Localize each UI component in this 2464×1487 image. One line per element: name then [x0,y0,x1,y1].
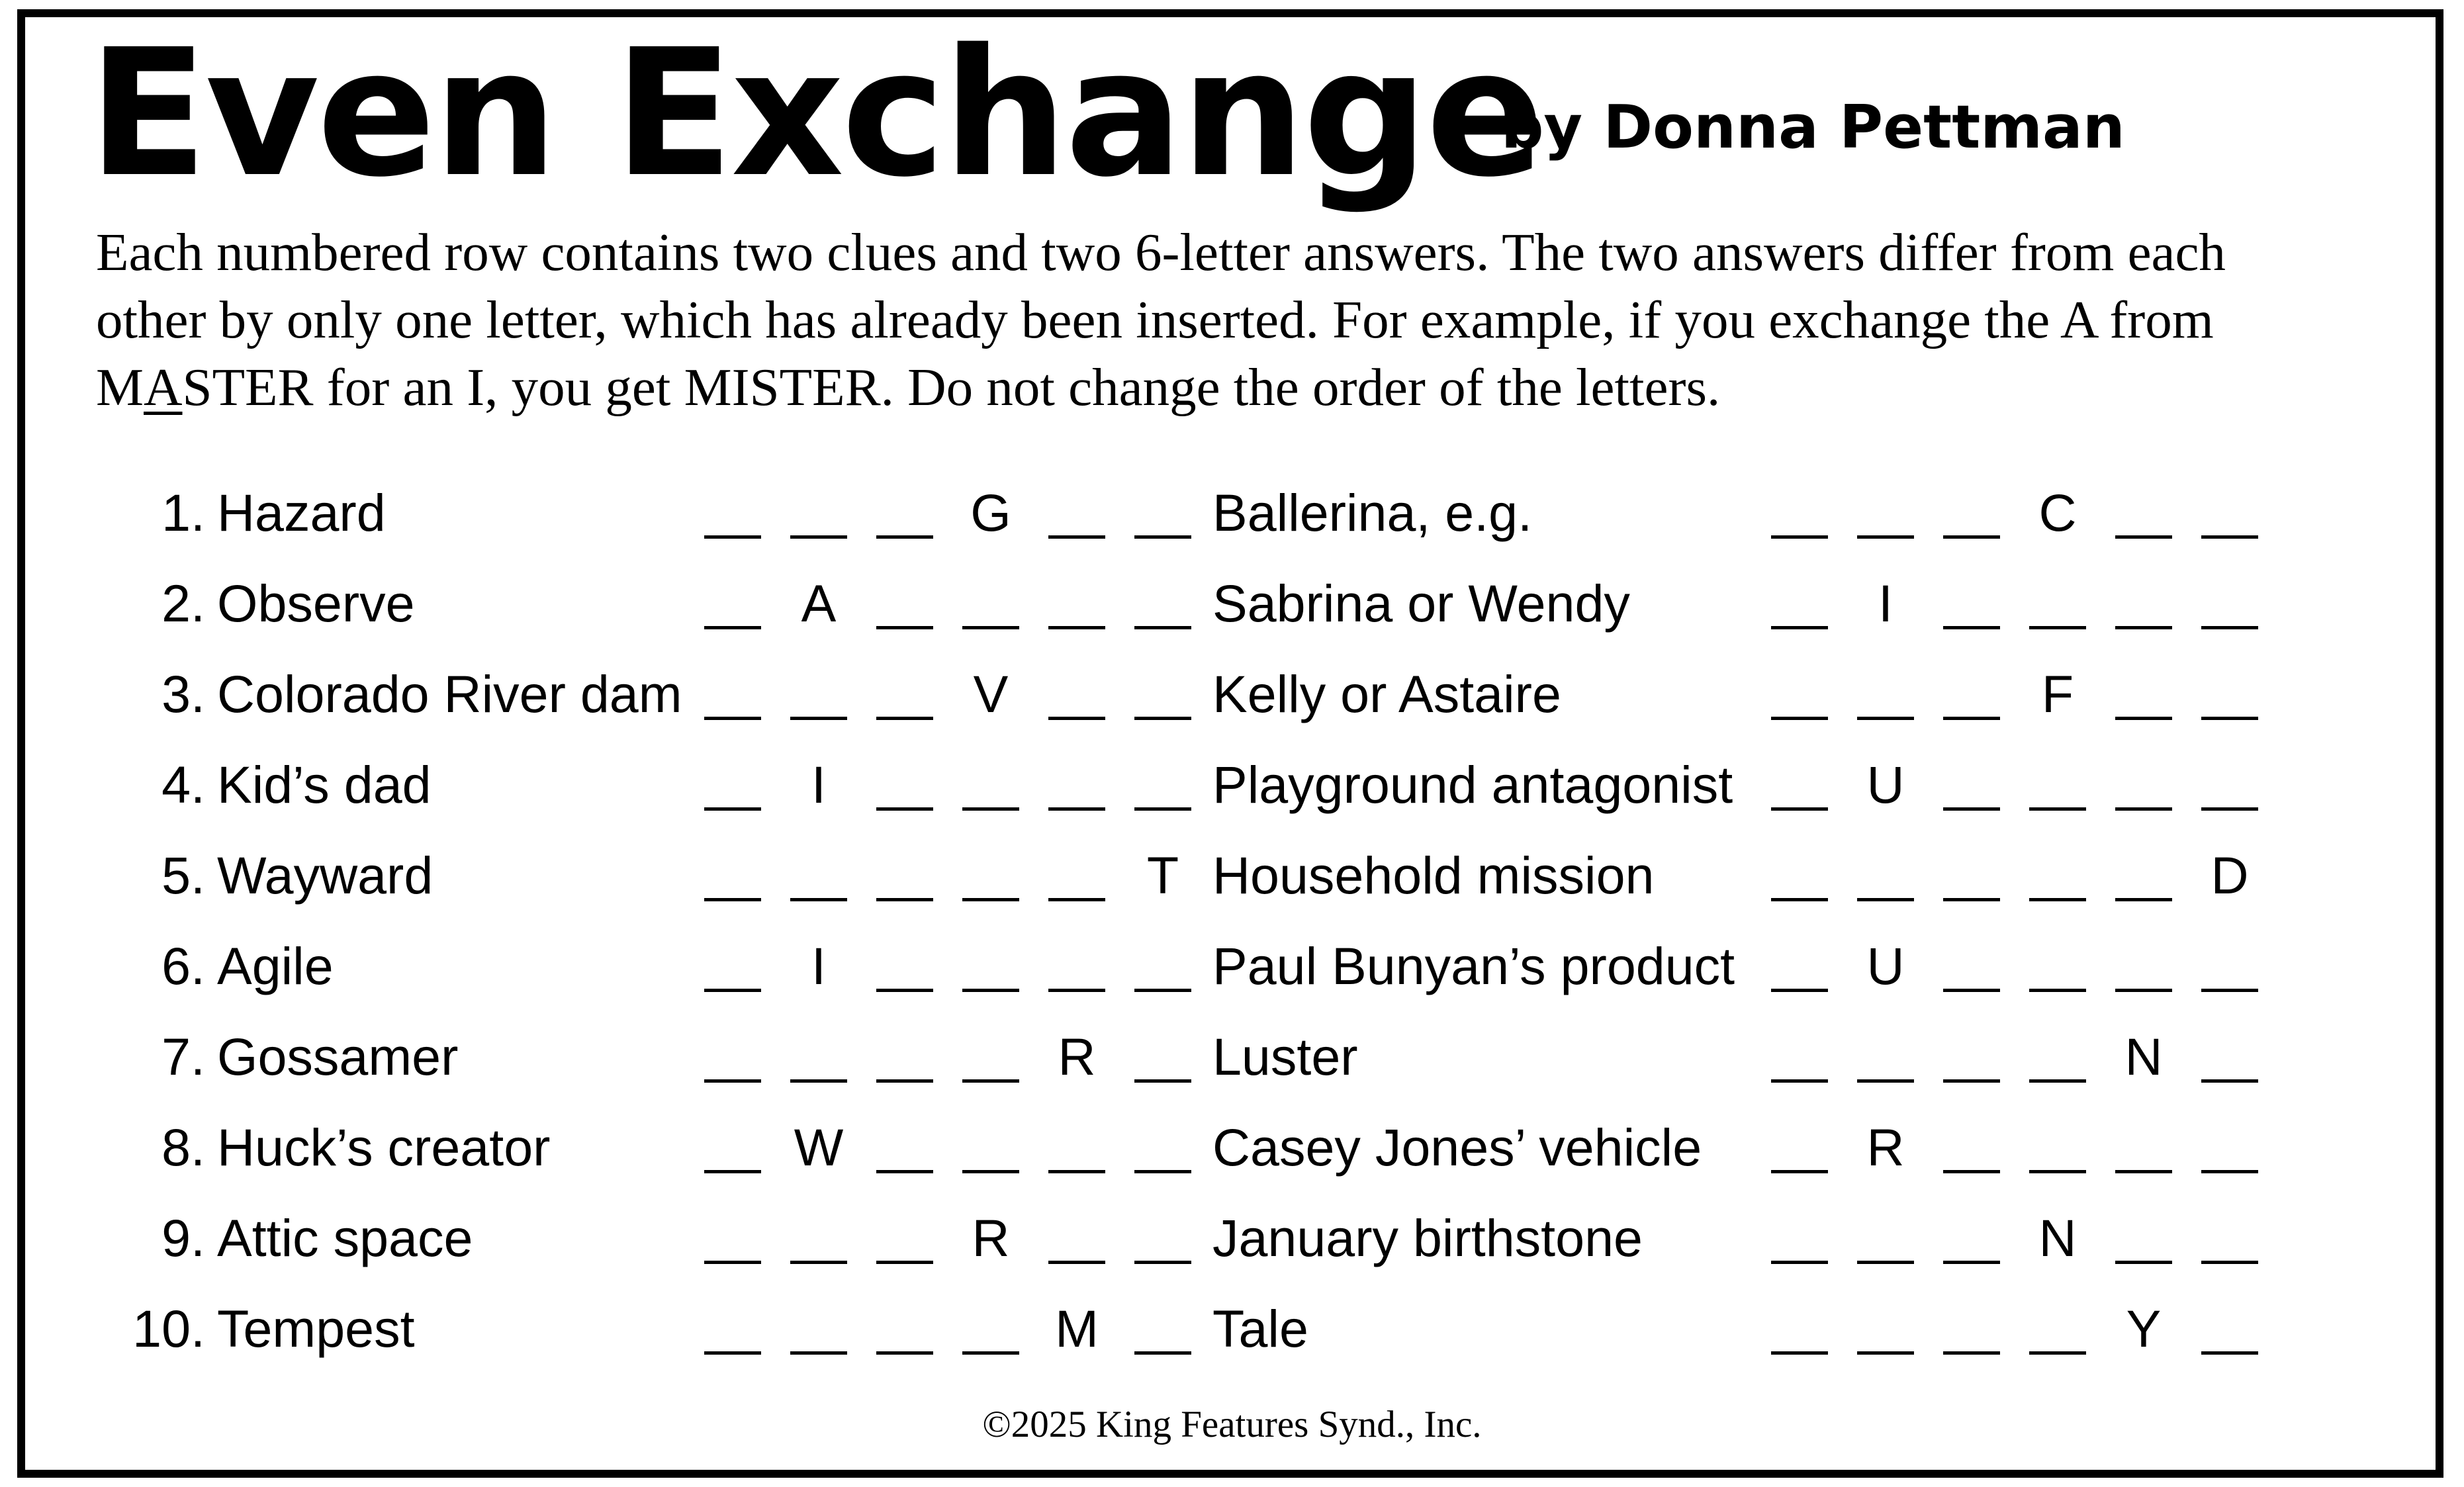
answer-blank-right[interactable] [1943,1198,2000,1278]
instructions-line-1: Each numbered row contains two clues and two 6-letter answers. The two answers differ from each [96,222,2226,282]
clue-right: Casey Jones’ vehicle [1212,1118,1702,1177]
answer-blank-right[interactable] [2201,654,2258,734]
answer-blank-left[interactable] [962,836,1019,915]
answer-blank-left[interactable] [1134,1108,1191,1187]
answer-blank-left[interactable] [704,1017,761,1097]
answer-blank-right[interactable] [2029,1017,2086,1097]
answer-blank-left[interactable] [1134,926,1191,1006]
clue-left: Huck’s creator [217,1118,551,1177]
answer-blank-left[interactable] [1048,745,1105,825]
answer-blank-left[interactable] [704,745,761,825]
answer-blank-left[interactable] [790,836,847,915]
answer-blank-right[interactable] [1857,1289,1914,1369]
row-number: 10. [132,1299,205,1358]
given-letter-right: U [1866,755,1905,814]
answer-blank-left[interactable] [962,1017,1019,1097]
answer-blank-right[interactable] [2115,473,2172,553]
answer-blank-right[interactable] [1771,1198,1828,1278]
answer-blank-left[interactable] [704,1289,761,1369]
answer-blank-left[interactable] [876,1289,933,1369]
answer-blank-right[interactable] [2029,745,2086,825]
answer-blank-left[interactable] [790,1198,847,1278]
answer-blank-right[interactable] [2115,836,2172,915]
answer-blank-left[interactable] [1134,745,1191,825]
clue-right: Tale [1212,1299,1308,1358]
given-letter-right: D [2211,846,2249,905]
answer-blank-right[interactable] [2029,564,2086,643]
answer-blank-right[interactable] [1771,1108,1828,1187]
clue-right: Luster [1212,1027,1358,1086]
row-number: 4. [161,755,205,814]
given-letter-right: I [1878,574,1893,633]
puzzle-byline: by Donna Pettman [1501,93,2125,162]
given-letter-right: F [2041,664,2074,723]
answer-blank-right[interactable] [1943,654,2000,734]
answer-blank-left[interactable] [876,654,933,734]
clue-right: Kelly or Astaire [1212,664,1561,723]
answer-blank-right[interactable] [1943,1289,2000,1369]
answer-blank-left[interactable] [1048,654,1105,734]
given-letter-left: A [801,574,837,633]
answer-blank-right[interactable] [2201,1108,2258,1187]
answer-blank-right[interactable] [1771,745,1828,825]
answer-blank-right[interactable] [2201,926,2258,1006]
answer-blank-right[interactable] [1857,836,1914,915]
clue-right: Playground antagonist [1212,755,1733,814]
answer-blank-left[interactable] [1134,1017,1191,1097]
answer-blank-left[interactable] [704,564,761,643]
given-letter-left: M [1055,1299,1099,1358]
answer-blank-left[interactable] [704,473,761,553]
row-number: 9. [161,1208,205,1267]
clue-left: Wayward [217,846,433,905]
clue-left: Agile [217,936,334,995]
clue-right: Ballerina, e.g. [1212,483,1533,542]
answer-blank-right[interactable] [1943,926,2000,1006]
answer-blank-left[interactable] [1048,473,1105,553]
answer-blank-right[interactable] [1857,1017,1914,1097]
answer-blank-left[interactable] [1048,564,1105,643]
answer-blank-right[interactable] [1771,473,1828,553]
answer-blank-left[interactable] [962,564,1019,643]
answer-blank-left[interactable] [790,1017,847,1097]
clue-row [0,1017,2464,1097]
answer-blank-left[interactable] [1134,1289,1191,1369]
clue-left: Attic space [217,1208,473,1267]
given-letter-right: N [2124,1027,2163,1086]
answer-blank-left[interactable] [962,1108,1019,1187]
answer-blank-right[interactable] [2201,1017,2258,1097]
row-number: 7. [161,1027,205,1086]
puzzle-title: Even Exchange [88,12,1543,216]
answer-blank-left[interactable] [704,654,761,734]
clue-left: Tempest [217,1299,415,1358]
row-number: 3. [161,664,205,723]
answer-blank-right[interactable] [2201,745,2258,825]
given-letter-right: N [2038,1208,2077,1267]
answer-blank-left[interactable] [1134,564,1191,643]
clue-row [0,1289,2464,1369]
answer-blank-right[interactable] [2029,926,2086,1006]
answer-blank-right[interactable] [2201,1289,2258,1369]
answer-blank-left[interactable] [1134,473,1191,553]
example-letter-m: M [96,357,144,417]
given-letter-left: I [811,936,826,995]
answer-blank-right[interactable] [1771,1017,1828,1097]
clue-row [0,836,2464,915]
answer-blank-left[interactable] [1134,1198,1191,1278]
row-number: 1. [161,483,205,542]
answer-blank-left[interactable] [704,836,761,915]
copyright: ©2025 King Features Synd., Inc. [982,1404,1482,1445]
given-letter-left: R [1058,1027,1096,1086]
given-letter-right: R [1866,1118,1905,1177]
answer-blank-right[interactable] [2115,1108,2172,1187]
answer-blank-right[interactable] [1771,1289,1828,1369]
answer-blank-left[interactable] [876,564,933,643]
answer-blank-left[interactable] [876,473,933,553]
clue-right: Sabrina or Wendy [1212,574,1630,633]
clue-row [0,926,2464,1006]
clue-row [0,654,2464,734]
clue-left: Colorado River dam [217,664,682,723]
answer-blank-right[interactable] [1857,473,1914,553]
answer-blank-right[interactable] [1943,564,2000,643]
answer-blank-right[interactable] [2115,926,2172,1006]
instructions-line-3 [96,353,2399,421]
answer-blank-right[interactable] [2115,745,2172,825]
clue-left: Hazard [217,483,386,542]
answer-blank-left[interactable] [1048,926,1105,1006]
instructions [96,218,2399,421]
answer-blank-right[interactable] [1771,836,1828,915]
answer-blank-right[interactable] [1943,745,2000,825]
clue-right: January birthstone [1212,1208,1643,1267]
answer-blank-left[interactable] [1048,836,1105,915]
clue-row [0,1108,2464,1187]
given-letter-left: T [1146,846,1179,905]
answer-blank-right[interactable] [1771,926,1828,1006]
answer-blank-left[interactable] [1134,654,1191,734]
given-letter-right: Y [2126,1299,2162,1358]
answer-blank-left[interactable] [790,654,847,734]
answer-blank-right[interactable] [2115,654,2172,734]
answer-blank-left[interactable] [962,1289,1019,1369]
instructions-line-2: other by only one letter, which has already been inserted. For example, if you exchange the A from [96,290,2214,349]
answer-blank-right[interactable] [2029,1108,2086,1187]
answer-blank-right[interactable] [1943,1017,2000,1097]
given-letter-left: R [972,1208,1010,1267]
example-rest: STER for an I, you get MISTER. Do not change the order of the letters. [182,357,1721,417]
answer-blank-left[interactable] [962,745,1019,825]
example-underlined-letter: A [144,357,183,417]
answer-blank-left[interactable] [790,1289,847,1369]
answer-blank-right[interactable] [2029,1289,2086,1369]
answer-blank-right[interactable] [1943,1108,2000,1187]
answer-blank-left[interactable] [1048,1198,1105,1278]
answer-blank-right[interactable] [2029,836,2086,915]
answer-blank-left[interactable] [704,1198,761,1278]
answer-blank-right[interactable] [1857,654,1914,734]
given-letter-left: V [973,664,1009,723]
given-letter-right: U [1866,936,1905,995]
answer-blank-left[interactable] [876,1017,933,1097]
answer-blank-right[interactable] [2201,564,2258,643]
clue-row [0,745,2464,825]
row-number: 6. [161,936,205,995]
given-letter-left: I [811,755,826,814]
answer-blank-right[interactable] [1771,654,1828,734]
answer-blank-right[interactable] [1857,1198,1914,1278]
row-number: 2. [161,574,205,633]
answer-blank-right[interactable] [1943,473,2000,553]
answer-blank-left[interactable] [704,1108,761,1187]
answer-blank-left[interactable] [876,836,933,915]
clue-row [0,564,2464,643]
answer-blank-left[interactable] [876,926,933,1006]
clue-row [0,1198,2464,1278]
answer-blank-right[interactable] [1943,836,2000,915]
answer-blank-left[interactable] [876,1198,933,1278]
clue-left: Observe [217,574,415,633]
answer-blank-left[interactable] [962,926,1019,1006]
answer-blank-right[interactable] [2201,1198,2258,1278]
clue-left: Gossamer [217,1027,459,1086]
answer-blank-left[interactable] [704,926,761,1006]
given-letter-left: W [794,1118,844,1177]
clue-left: Kid’s dad [217,755,432,814]
row-number: 5. [161,846,205,905]
clue-row [0,473,2464,553]
answer-blank-left[interactable] [1048,1108,1105,1187]
given-letter-left: G [970,483,1011,542]
given-letter-right: C [2038,483,2077,542]
answer-blank-right[interactable] [2115,564,2172,643]
answer-blank-left[interactable] [876,1108,933,1187]
answer-blank-right[interactable] [2201,473,2258,553]
clue-right: Paul Bunyan’s product [1212,936,1735,995]
answer-blank-left[interactable] [790,473,847,553]
clue-right: Household mission [1212,846,1655,905]
row-number: 8. [161,1118,205,1177]
answer-blank-right[interactable] [2115,1198,2172,1278]
answer-blank-right[interactable] [1771,564,1828,643]
answer-blank-left[interactable] [876,745,933,825]
